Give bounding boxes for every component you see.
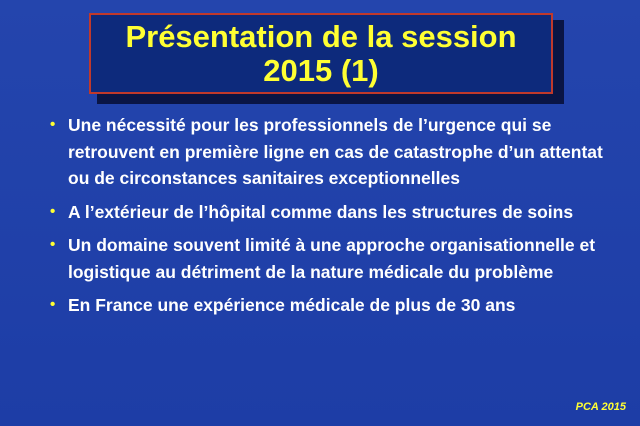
bullet-text: Une nécessité pour les professionnels de l’urgence qui se retrouvent en première ligne en cas de catastrophe d’un attentat ou de circonstances sanitaires exceptionnelles: [68, 115, 603, 188]
bullet-item: [44, 232, 624, 285]
title-line-2: 2015 (1): [263, 52, 379, 88]
bullet-list: [44, 112, 624, 326]
title-line-1: Présentation de la session: [125, 18, 517, 54]
bullet-icon: •: [50, 296, 56, 313]
bullet-icon: •: [50, 116, 56, 133]
bullet-text: Un domaine souvent limité à une approche organisationnelle et logistique au détriment de la nature médicale du problème: [68, 235, 596, 282]
bullet-item: [44, 112, 624, 192]
bullet-text: A l’extérieur de l’hôpital comme dans les structures de soins: [68, 201, 574, 222]
footer-label: PCA 2015: [575, 401, 626, 413]
bullet-icon: •: [50, 236, 56, 253]
bullet-text: En France une expérience médicale de plus de 30 ans: [68, 295, 516, 315]
title-box: [89, 13, 553, 94]
bullet-icon: •: [50, 202, 56, 220]
bullet-item: [44, 292, 624, 319]
bullet-item: [44, 199, 624, 226]
